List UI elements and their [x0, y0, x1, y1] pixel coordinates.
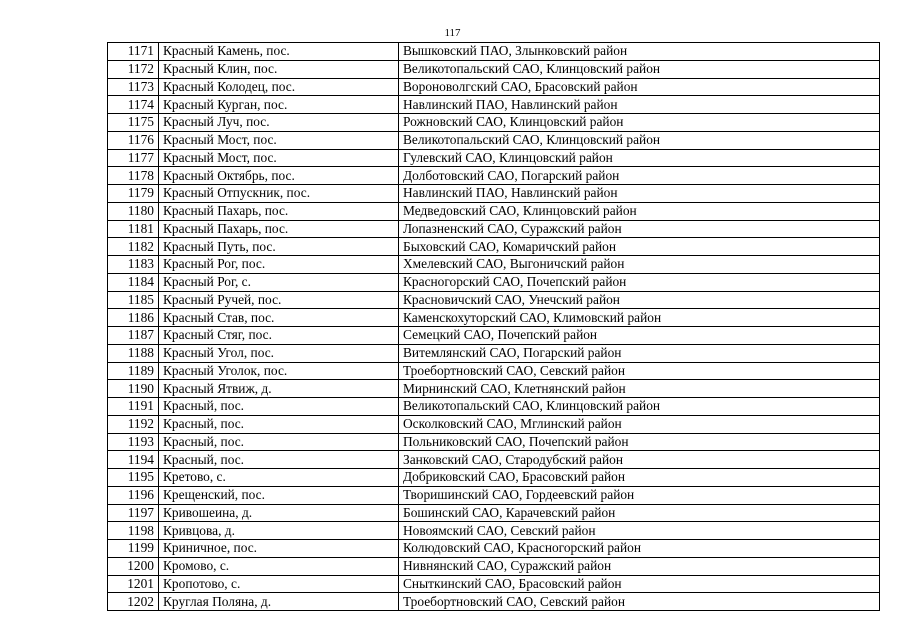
administration-district: Новоямский САО, Севский район	[399, 522, 880, 540]
settlement-name: Красный Путь, пос.	[159, 238, 399, 256]
table-row	[108, 415, 880, 433]
row-number: 1190	[108, 380, 159, 398]
row-number: 1187	[108, 327, 159, 345]
table-row	[108, 486, 880, 504]
administration-district: Великотопальский САО, Клинцовский район	[399, 60, 880, 78]
settlement-name: Красный Пахарь, пос.	[159, 202, 399, 220]
administration-district: Троебортновский САО, Севский район	[399, 593, 880, 611]
table-row	[108, 344, 880, 362]
table-row	[108, 238, 880, 256]
table-row	[108, 96, 880, 114]
administration-district: Быховский САО, Комаричский район	[399, 238, 880, 256]
row-number: 1171	[108, 43, 159, 61]
administration-district: Польниковский САО, Почепский район	[399, 433, 880, 451]
administration-district: Колюдовский САО, Красногорский район	[399, 540, 880, 558]
administration-district: Великотопальский САО, Клинцовский район	[399, 398, 880, 416]
settlement-name: Красный Рог, с.	[159, 273, 399, 291]
row-number: 1197	[108, 504, 159, 522]
administration-district: Красногорский САО, Почепский район	[399, 273, 880, 291]
row-number: 1173	[108, 78, 159, 96]
administration-district: Каменскохуторский САО, Климовский район	[399, 309, 880, 327]
settlement-name: Красный Колодец, пос.	[159, 78, 399, 96]
settlement-name: Красный, пос.	[159, 398, 399, 416]
row-number: 1174	[108, 96, 159, 114]
row-number: 1172	[108, 60, 159, 78]
row-number: 1185	[108, 291, 159, 309]
table-row	[108, 185, 880, 203]
table-row	[108, 398, 880, 416]
table-row	[108, 149, 880, 167]
row-number: 1193	[108, 433, 159, 451]
table-row	[108, 362, 880, 380]
table-row	[108, 522, 880, 540]
settlement-name: Красный Клин, пос.	[159, 60, 399, 78]
settlement-name: Красный Ятвиж, д.	[159, 380, 399, 398]
table-row	[108, 256, 880, 274]
administration-district: Вышковский ПАО, Злынковский район	[399, 43, 880, 61]
page-number: 117	[444, 27, 461, 39]
row-number: 1183	[108, 256, 159, 274]
administration-district: Осколковский САО, Мглинский район	[399, 415, 880, 433]
settlement-name: Круглая Поляна, д.	[159, 593, 399, 611]
row-number: 1186	[108, 309, 159, 327]
settlement-name: Кривцова, д.	[159, 522, 399, 540]
administration-district: Витемлянский САО, Погарский район	[399, 344, 880, 362]
administration-district: Рожновский САО, Клинцовский район	[399, 114, 880, 132]
table-row	[108, 327, 880, 345]
row-number: 1178	[108, 167, 159, 185]
table-row	[108, 540, 880, 558]
settlement-name: Кромово, с.	[159, 557, 399, 575]
settlement-name: Красный Мост, пос.	[159, 149, 399, 167]
table-row	[108, 575, 880, 593]
settlement-name: Красный, пос.	[159, 451, 399, 469]
administration-district: Красновичский САО, Унечский район	[399, 291, 880, 309]
row-number: 1182	[108, 238, 159, 256]
table-row	[108, 43, 880, 61]
settlement-name: Крещенский, пос.	[159, 486, 399, 504]
table-row	[108, 167, 880, 185]
settlement-name: Красный Октябрь, пос.	[159, 167, 399, 185]
row-number: 1195	[108, 469, 159, 487]
table-row	[108, 291, 880, 309]
row-number: 1180	[108, 202, 159, 220]
table-row	[108, 78, 880, 96]
row-number: 1191	[108, 398, 159, 416]
settlement-name: Красный Отпускник, пос.	[159, 185, 399, 203]
settlement-name: Красный Стяг, пос.	[159, 327, 399, 345]
table-row	[108, 60, 880, 78]
administration-district: Лопазненский САО, Суражский район	[399, 220, 880, 238]
administration-district: Добриковский САО, Брасовский район	[399, 469, 880, 487]
settlement-name: Красный Камень, пос.	[159, 43, 399, 61]
row-number: 1198	[108, 522, 159, 540]
settlement-name: Красный Пахарь, пос.	[159, 220, 399, 238]
administration-district: Вороноволгский САО, Брасовский район	[399, 78, 880, 96]
settlement-name: Кропотово, с.	[159, 575, 399, 593]
administration-district: Навлинский ПАО, Навлинский район	[399, 96, 880, 114]
settlement-name: Кретово, с.	[159, 469, 399, 487]
row-number: 1189	[108, 362, 159, 380]
administration-district: Нивнянский САО, Суражский район	[399, 557, 880, 575]
table-row	[108, 114, 880, 132]
administration-district: Творишинский САО, Гордеевский район	[399, 486, 880, 504]
table-row	[108, 593, 880, 611]
row-number: 1175	[108, 114, 159, 132]
row-number: 1176	[108, 131, 159, 149]
table-row	[108, 220, 880, 238]
settlement-name: Красный Став, пос.	[159, 309, 399, 327]
table-row	[108, 557, 880, 575]
row-number: 1194	[108, 451, 159, 469]
administration-district: Занковский САО, Стародубский район	[399, 451, 880, 469]
table-row	[108, 131, 880, 149]
table-row	[108, 380, 880, 398]
administration-district: Медведовский САО, Клинцовский район	[399, 202, 880, 220]
administration-district: Гулевский САО, Клинцовский район	[399, 149, 880, 167]
row-number: 1192	[108, 415, 159, 433]
administration-district: Семецкий САО, Почепский район	[399, 327, 880, 345]
administration-district: Мирнинский САО, Клетнянский район	[399, 380, 880, 398]
table-row	[108, 469, 880, 487]
settlement-name: Красный Угол, пос.	[159, 344, 399, 362]
administration-district: Долботовский САО, Погарский район	[399, 167, 880, 185]
row-number: 1199	[108, 540, 159, 558]
table-row	[108, 504, 880, 522]
settlement-name: Кривошеина, д.	[159, 504, 399, 522]
table-row	[108, 202, 880, 220]
settlement-name: Красный Рог, пос.	[159, 256, 399, 274]
settlement-name: Красный Мост, пос.	[159, 131, 399, 149]
administration-district: Навлинский ПАО, Навлинский район	[399, 185, 880, 203]
administration-district: Хмелевский САО, Выгоничский район	[399, 256, 880, 274]
administration-district: Бошинский САО, Карачевский район	[399, 504, 880, 522]
row-number: 1188	[108, 344, 159, 362]
row-number: 1177	[108, 149, 159, 167]
row-number: 1184	[108, 273, 159, 291]
row-number: 1196	[108, 486, 159, 504]
table-row	[108, 273, 880, 291]
settlement-name: Криничное, пос.	[159, 540, 399, 558]
administration-district: Великотопальский САО, Клинцовский район	[399, 131, 880, 149]
row-number: 1179	[108, 185, 159, 203]
administration-district: Троебортновский САО, Севский район	[399, 362, 880, 380]
table-row	[108, 433, 880, 451]
row-number: 1201	[108, 575, 159, 593]
row-number: 1200	[108, 557, 159, 575]
table-body	[108, 43, 880, 611]
settlement-name: Красный Луч, пос.	[159, 114, 399, 132]
settlements-table	[107, 42, 880, 611]
settlement-name: Красный Курган, пос.	[159, 96, 399, 114]
table-row	[108, 451, 880, 469]
administration-district: Сныткинский САО, Брасовский район	[399, 575, 880, 593]
table-row	[108, 309, 880, 327]
settlement-name: Красный, пос.	[159, 433, 399, 451]
row-number: 1181	[108, 220, 159, 238]
settlement-name: Красный Уголок, пос.	[159, 362, 399, 380]
settlement-name: Красный, пос.	[159, 415, 399, 433]
settlement-name: Красный Ручей, пос.	[159, 291, 399, 309]
row-number: 1202	[108, 593, 159, 611]
